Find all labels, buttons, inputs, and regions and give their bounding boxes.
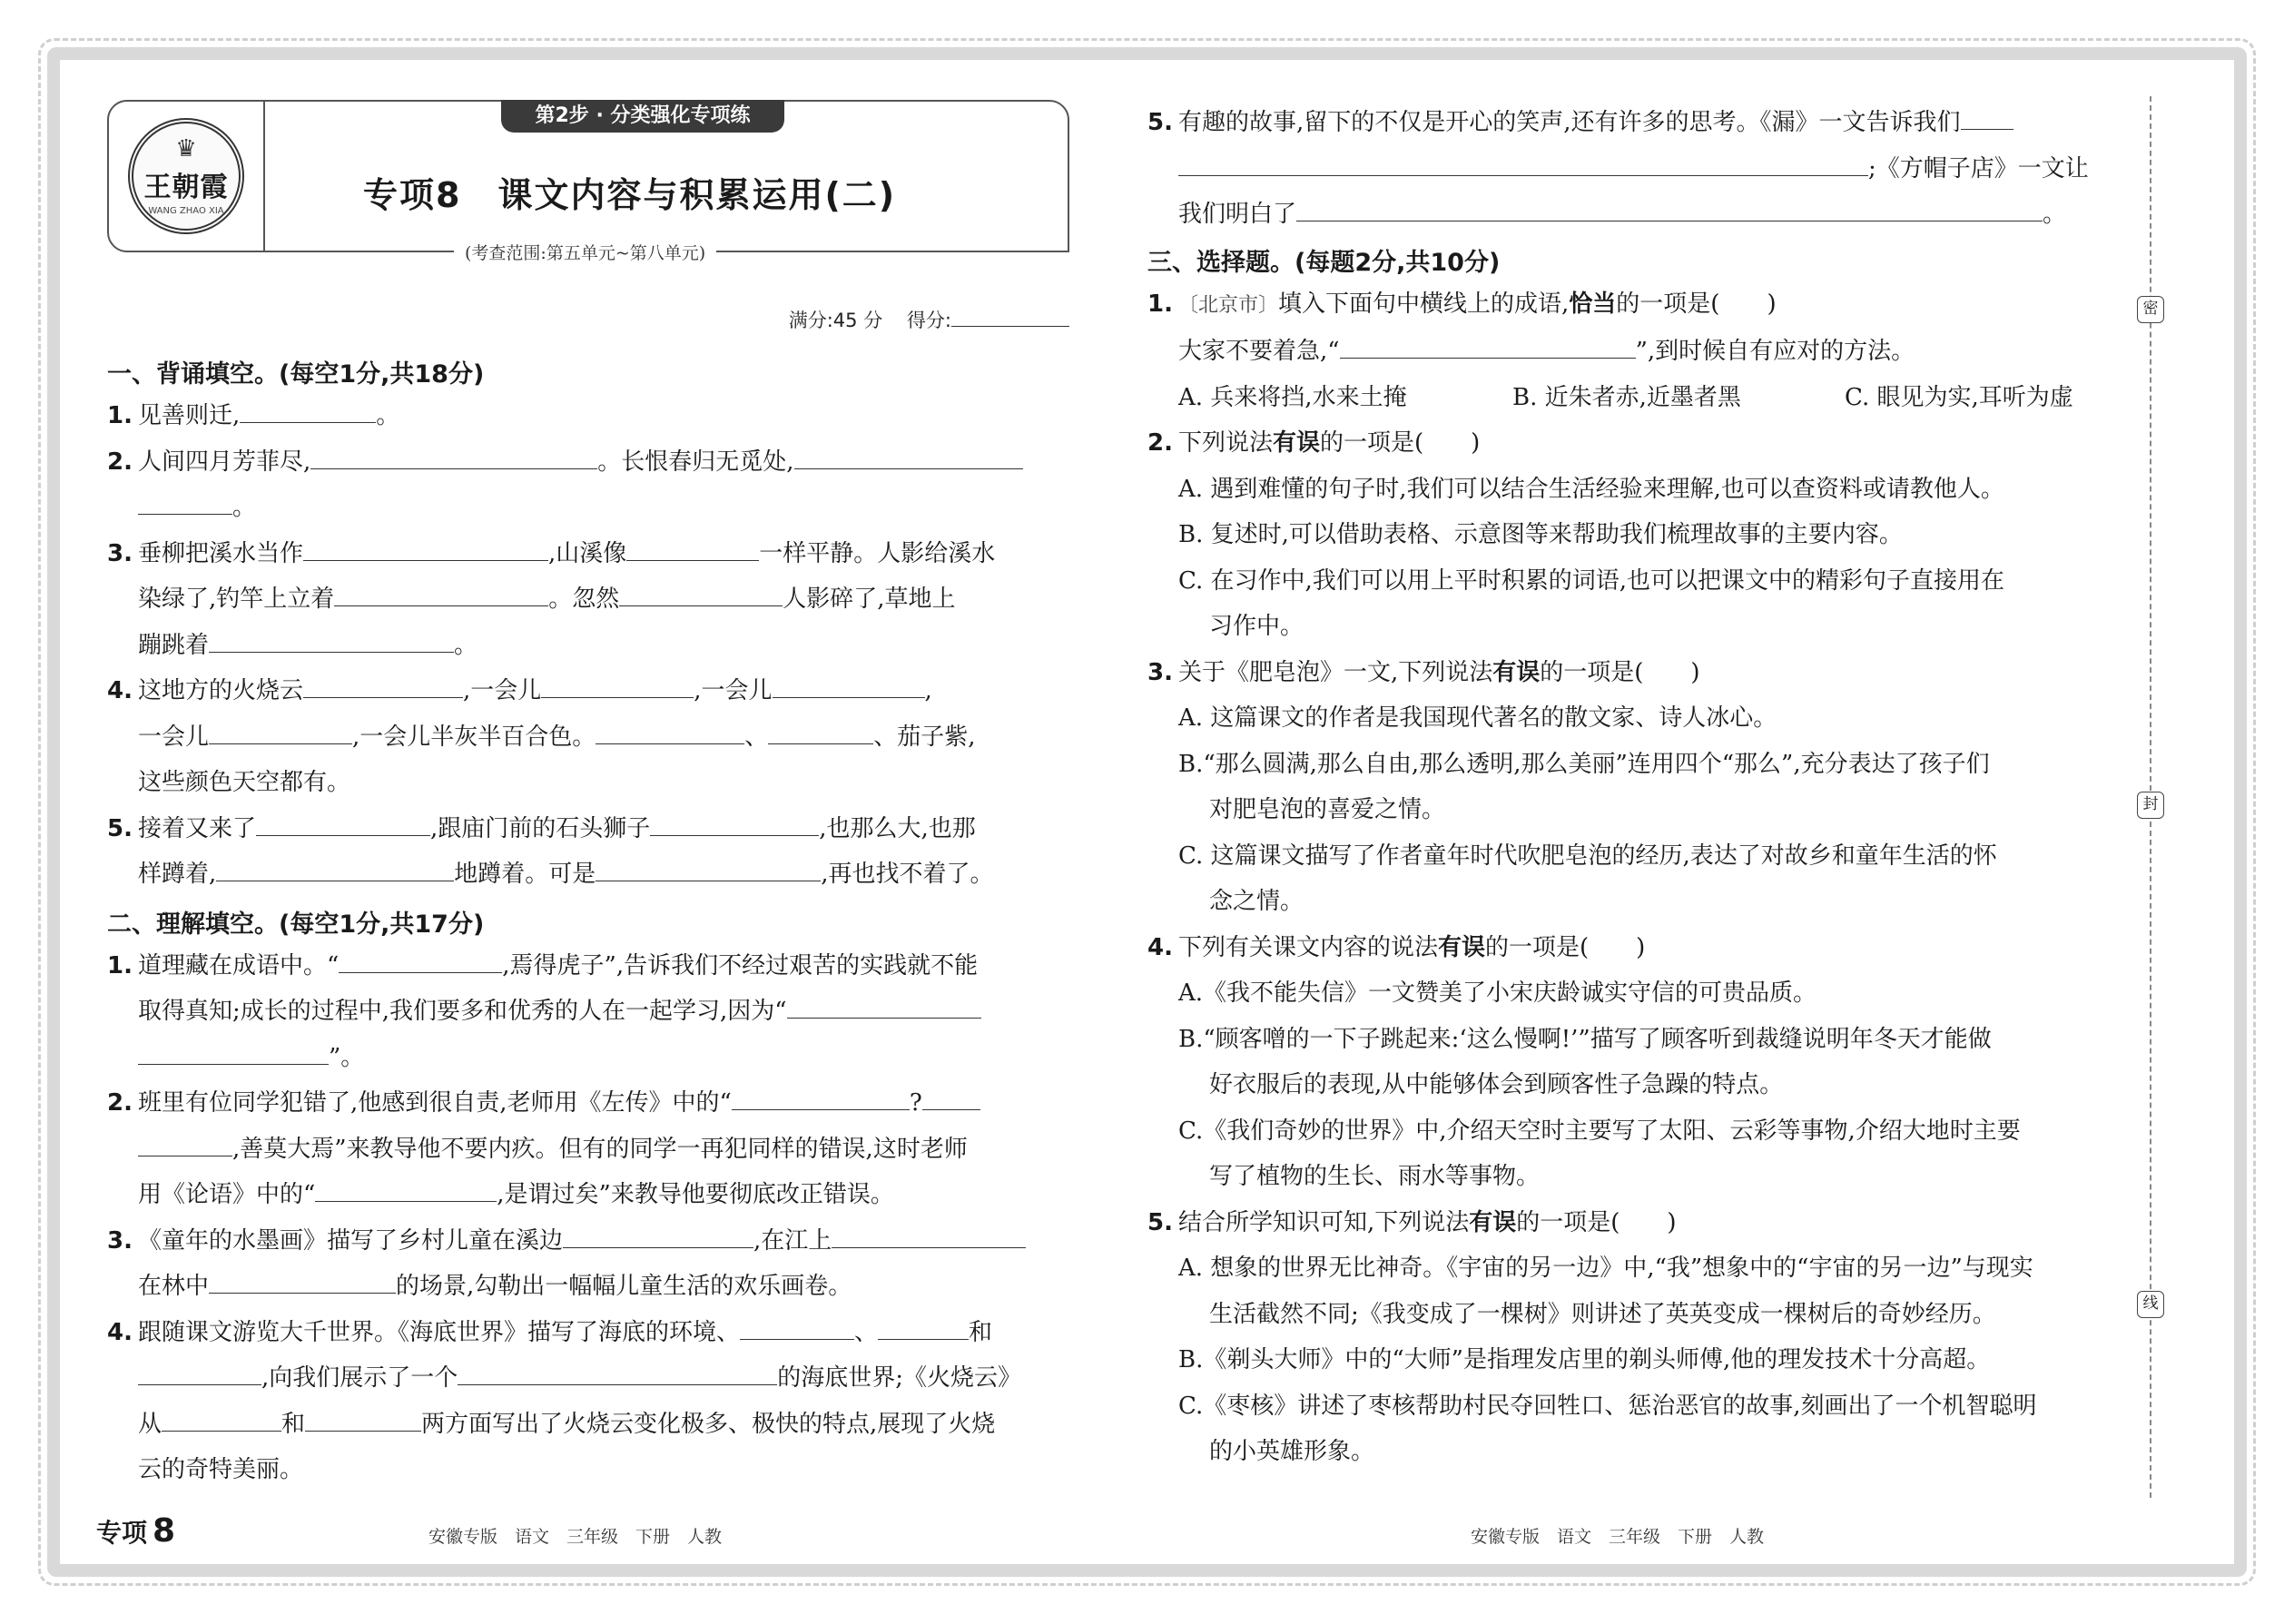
s3-question-1-sentence	[1147, 329, 2113, 375]
s2-question-2	[107, 1080, 1069, 1127]
text: 跟随课文游览大千世界。《海底世界》描写了海底的环境、	[138, 1318, 741, 1346]
answer-blank[interactable]	[162, 1404, 281, 1432]
answer-blank[interactable]	[209, 1266, 396, 1294]
scope-note: (考查范围:第五单元~第八单元)	[454, 240, 716, 264]
s2-question-4-cont1	[107, 1355, 1069, 1402]
answer-blank[interactable]	[596, 854, 821, 881]
question-number: 4.	[107, 1318, 133, 1346]
text: 。长恨春归无觅处,	[597, 448, 794, 476]
option-a-cont: 生活截然不同;《我变成了一棵树》则讲述了英英变成一棵树后的奇妙经历。	[1209, 1300, 1996, 1328]
text: 。	[376, 402, 400, 429]
option-c[interactable]: C.《我们奇妙的世界》中,介绍天空时主要写了太阳、云彩等事物,介绍大地时主要	[1178, 1117, 2021, 1145]
answer-blank[interactable]	[315, 1175, 497, 1202]
s2-question-5-cont2	[1147, 192, 2113, 238]
text: 用《论语》中的“	[138, 1181, 316, 1208]
answer-blank[interactable]	[138, 1129, 232, 1156]
s2-question-5	[1147, 100, 2113, 146]
text: ”,到时候自有应对的方法。	[1635, 338, 1915, 365]
text: 道理藏在成语中。“	[138, 951, 340, 979]
option-c[interactable]: C. 这篇课文描写了作者童年时代吹肥皂泡的经历,表达了对故乡和童年生活的怀	[1178, 842, 1997, 870]
s3-question-2	[1147, 420, 2113, 467]
s2-question-5-cont1	[1147, 146, 2113, 192]
answer-blank[interactable]	[339, 946, 502, 973]
s3-question-4	[1147, 925, 2113, 971]
text: 、茄子紫,	[873, 723, 976, 751]
answer-blank[interactable]	[458, 1358, 777, 1385]
emphasis: 有误	[1492, 658, 1541, 686]
text: ,一会儿	[694, 677, 773, 704]
question-number: 5.	[1147, 1208, 1173, 1236]
text: 垂柳把溪水当作	[138, 539, 304, 567]
text: 关于《肥皂泡》一文,下列说法	[1178, 658, 1493, 686]
s2-question-1-cont2	[107, 1035, 1069, 1081]
answer-blank[interactable]	[1340, 331, 1636, 359]
text: 人间四月芳菲尽,	[138, 448, 311, 476]
text: 取得真知;成长的过程中,我们要多和优秀的人在一起学习,因为“	[138, 998, 787, 1025]
text: 的一项是( )	[1540, 658, 1700, 686]
option-b[interactable]: B.“那么圆满,那么自由,那么透明,那么美丽”连用四个“那么”,充分表达了孩子们	[1178, 750, 1990, 778]
section-2-heading: 二、理解填空。(每空1分,共17分)	[107, 910, 485, 939]
text: 一会儿	[138, 723, 210, 751]
answer-blank[interactable]	[1178, 149, 1868, 176]
answer-blank[interactable]	[563, 1221, 753, 1248]
option-c-cont: 写了植物的生长、雨水等事物。	[1209, 1163, 1541, 1190]
option-c-cont: 习作中。	[1209, 613, 1305, 640]
answer-blank[interactable]	[138, 487, 232, 515]
s1-question-5-cont	[107, 851, 1069, 898]
score-label: 得分:	[906, 310, 951, 331]
text: 有趣的故事,留下的不仅是开心的笑声,还有许多的思考。《漏》一文告诉我们	[1178, 109, 1961, 136]
option-c[interactable]: C. 眼见为实,耳听为虚	[1845, 383, 2073, 411]
text: 填入下面句中横线上的成语,	[1278, 290, 1570, 318]
text: 这些颜色天空都有。	[138, 769, 351, 796]
text: ,	[924, 677, 932, 704]
text: 、	[854, 1318, 879, 1346]
footer-number: 8	[153, 1512, 176, 1550]
answer-blank[interactable]	[1296, 194, 2043, 221]
text: ,是谓过矣”来教导他要彻底改正错误。	[497, 1181, 894, 1208]
footer-info-left: 安徽专版 语文 三年级 下册 人教	[428, 1527, 723, 1547]
s1-question-2	[107, 439, 1069, 486]
answer-blank[interactable]	[596, 717, 744, 744]
answer-blank[interactable]	[650, 809, 819, 836]
s3-question-1-options	[1147, 375, 2113, 421]
answer-blank[interactable]	[256, 809, 430, 836]
option-c-cont: 念之情。	[1209, 888, 1305, 915]
question-number: 3.	[107, 539, 133, 567]
region-tag: 〔北京市〕	[1178, 293, 1279, 317]
answer-blank[interactable]	[773, 671, 925, 698]
text: 。	[232, 494, 257, 521]
text: 结合所学知识可知,下列说法	[1178, 1208, 1470, 1236]
text: 在林中	[138, 1273, 210, 1300]
option-b[interactable]: B. 近朱者赤,近墨者黑	[1512, 383, 1741, 411]
header-box	[107, 100, 1069, 263]
question-number: 4.	[107, 677, 133, 704]
answer-blank[interactable]	[138, 1038, 329, 1065]
option-a[interactable]: A. 遇到难懂的句子时,我们可以结合生活经验来理解,也可以查资料或请教他人。	[1178, 475, 2004, 503]
question-number: 5.	[1147, 109, 1173, 136]
question-number: 1.	[107, 951, 133, 979]
footer-section-label	[96, 1512, 175, 1550]
text: 这地方的火烧云	[138, 677, 304, 704]
text: 的场景,勾勒出一幅幅儿童生活的欢乐画卷。	[396, 1273, 852, 1300]
answer-blank[interactable]	[541, 671, 694, 698]
option-a[interactable]: A.《我不能失信》一文赞美了小宋庆龄诚实守信的可贵品质。	[1178, 979, 1817, 1007]
text: ,跟庙门前的石头狮子	[430, 814, 651, 842]
s2-question-1	[107, 943, 1069, 989]
text: 蹦跳着	[138, 631, 210, 659]
s1-question-4	[107, 668, 1069, 714]
option-c[interactable]: C. 在习作中,我们可以用上平时积累的词语,也可以把课文中的精彩句子直接用在	[1178, 566, 2005, 595]
text: 人影碎了,草地上	[783, 586, 956, 613]
logo-brand-text: 王朝霞	[143, 171, 229, 203]
question-number: 1.	[107, 402, 133, 429]
s2-question-2-cont2	[107, 1172, 1069, 1218]
text: 见善则迁,	[138, 402, 241, 429]
s1-question-5	[107, 806, 1069, 852]
text: 下列说法	[1178, 429, 1274, 457]
answer-blank[interactable]	[216, 854, 454, 881]
page-title: 专项8 课文内容与积累运用(二)	[363, 175, 897, 215]
footer-label: 专项	[96, 1518, 148, 1548]
answer-blank[interactable]	[732, 1083, 910, 1110]
score-blank[interactable]	[951, 300, 1069, 327]
text: 下列有关课文内容的说法	[1178, 933, 1439, 961]
s2-question-4-cont3	[107, 1447, 1069, 1493]
answer-blank[interactable]	[626, 534, 759, 561]
text: 班里有位同学犯错了,他感到很自责,老师用《左传》中的“	[138, 1089, 732, 1117]
text: 和	[969, 1318, 993, 1346]
text: 、	[744, 723, 769, 751]
option-c[interactable]: C.《枣核》讲述了枣核帮助村民夺回牲口、惩治恶官的故事,刻画出了一个机智聪明	[1178, 1392, 2037, 1420]
question-number: 2.	[107, 448, 133, 476]
s1-question-3-cont2	[107, 623, 1069, 669]
section-3-heading: 三、选择题。(每题2分,共10分)	[1147, 248, 1501, 277]
answer-blank[interactable]	[303, 671, 463, 698]
text: 两方面写出了火烧云变化极多、极快的特点,展现了火烧	[421, 1410, 996, 1438]
step-tab: 第2步 · 分类强化专项练	[501, 100, 784, 133]
left-page	[107, 100, 1069, 1493]
answer-blank[interactable]	[878, 1313, 969, 1340]
text: 染绿了,钓竿上立着	[138, 586, 335, 613]
text: 。忽然	[548, 586, 620, 613]
text: ,再也找不着了。	[821, 861, 994, 888]
answer-blank[interactable]	[138, 1358, 261, 1385]
text: ;《方帽子店》一文让	[1868, 154, 2089, 182]
emphasis: 恰当	[1569, 290, 1617, 318]
s3-question-1	[1147, 281, 2113, 330]
answer-blank[interactable]	[310, 442, 597, 469]
text: 的一项是( )	[1485, 933, 1646, 961]
question-number: 2.	[107, 1089, 133, 1117]
s2-question-2-cont1	[107, 1127, 1069, 1173]
text: 一样平静。人影给溪水	[759, 539, 996, 567]
section-1-heading: 一、背诵填空。(每空1分,共18分)	[107, 360, 485, 389]
text: ,在江上	[753, 1226, 832, 1255]
text: 地蹲着。可是	[454, 861, 596, 888]
option-c-cont: 的小英雄形象。	[1209, 1438, 1375, 1465]
text: ,焉得虎子”,告诉我们不经过艰苦的实践就不能	[502, 951, 979, 979]
s1-question-1	[107, 393, 1069, 439]
s2-question-3	[107, 1218, 1069, 1265]
text: ,一会儿	[463, 677, 542, 704]
s2-question-4-cont2	[107, 1402, 1069, 1448]
answer-blank[interactable]	[768, 717, 873, 744]
s1-question-3	[107, 531, 1069, 577]
text: 样蹲着,	[138, 861, 217, 888]
answer-blank[interactable]	[305, 1404, 421, 1432]
option-b[interactable]: B.《剃头大师》中的“大师”是指理发店里的剃头师傅,他的理发技术十分高超。	[1178, 1346, 1991, 1373]
s3-question-3	[1147, 650, 2113, 696]
text: ?	[909, 1089, 922, 1117]
s2-question-3-cont	[107, 1264, 1069, 1310]
text: 的一项是( )	[1616, 290, 1777, 318]
text: 《童年的水墨画》描写了乡村儿童在溪边	[138, 1226, 564, 1255]
text: 的一项是( )	[1320, 429, 1481, 457]
text: 我们明白了	[1178, 201, 1297, 228]
answer-blank[interactable]	[740, 1313, 854, 1340]
text: ,向我们展示了一个	[261, 1364, 458, 1392]
text: 的一项是( )	[1516, 1208, 1677, 1236]
emphasis: 有误	[1469, 1208, 1517, 1236]
text: 接着又来了	[138, 814, 257, 842]
logo-sub-text: WANG ZHAO XIA	[148, 205, 224, 216]
answer-blank[interactable]	[209, 625, 454, 653]
question-number: 3.	[107, 1226, 133, 1255]
seal-mark: 密	[2137, 296, 2164, 323]
question-number: 2.	[1147, 429, 1173, 457]
question-number: 3.	[1147, 658, 1173, 686]
seal-mark: 封	[2137, 792, 2164, 819]
option-b-cont: 好衣服后的表现,从中能够体会到顾客性子急躁的特点。	[1209, 1071, 1784, 1098]
footer-info-right: 安徽专版 语文 三年级 下册 人教	[1471, 1527, 1765, 1547]
right-page	[1147, 100, 2113, 1475]
answer-blank[interactable]	[209, 717, 352, 744]
answer-blank[interactable]	[787, 991, 981, 1019]
answer-blank[interactable]	[334, 579, 548, 606]
option-b-cont: 对肥皂泡的喜爱之情。	[1209, 796, 1446, 823]
option-a[interactable]: A. 想象的世界无比神奇。《宇宙的另一边》中,“我”想象中的“宇宙的另一边”与现实	[1178, 1255, 2033, 1282]
emphasis: 有误	[1438, 933, 1486, 961]
s1-question-2-cont	[107, 485, 1069, 531]
option-a[interactable]: A. 这篇课文的作者是我国现代著名的散文家、诗人冰心。	[1178, 704, 1777, 732]
s1-question-3-cont1	[107, 576, 1069, 623]
emphasis: 有误	[1273, 429, 1321, 457]
text: ”。	[329, 1043, 365, 1071]
option-b[interactable]: B.“顾客噌的一下子跳起来:‘这么慢啊!’”描写了顾客听到裁缝说明年冬天才能做	[1178, 1025, 1992, 1053]
s3-question-5	[1147, 1200, 2113, 1246]
answer-blank[interactable]	[619, 579, 783, 606]
question-number: 5.	[107, 814, 133, 842]
text: 从	[138, 1410, 162, 1438]
text: 大家不要着急,“	[1178, 338, 1340, 365]
question-number: 4.	[1147, 933, 1173, 961]
answer-blank[interactable]	[832, 1221, 1026, 1248]
text: 的海底世界;《火烧云》	[777, 1364, 1022, 1392]
seal-mark: 线	[2137, 1291, 2164, 1318]
s2-question-1-cont1	[107, 989, 1069, 1035]
text: 。	[454, 631, 478, 659]
answer-blank[interactable]	[922, 1083, 980, 1110]
text: ,善莫大焉”来教导他不要内疚。但有的同学一再犯同样的错误,这时老师	[232, 1135, 968, 1163]
s2-question-4	[107, 1310, 1069, 1356]
text: ,一会儿半灰半百合色。	[352, 723, 596, 751]
text: ,也那么大,也那	[819, 814, 976, 842]
text: 和	[281, 1410, 306, 1438]
logo-seal	[128, 118, 244, 234]
brand-logo	[109, 102, 265, 251]
answer-blank[interactable]	[794, 442, 1023, 469]
text: 。	[2043, 201, 2067, 228]
full-score: 满分:45 分	[788, 310, 883, 331]
text: 云的奇特美丽。	[138, 1456, 304, 1483]
question-number: 1.	[1147, 290, 1173, 318]
option-a[interactable]: A. 兵来将挡,水来土掩	[1178, 383, 1407, 411]
text: ,山溪像	[548, 539, 627, 567]
option-b[interactable]: B. 复述时,可以借助表格、示意图等来帮助我们梳理故事的主要内容。	[1178, 521, 1903, 548]
s1-question-4-cont1	[107, 714, 1069, 761]
answer-blank[interactable]	[240, 396, 376, 423]
s1-question-4-cont2	[107, 760, 1069, 806]
answer-blank[interactable]	[1961, 103, 2013, 130]
answer-blank[interactable]	[303, 534, 548, 561]
crown-icon: ♛	[175, 134, 197, 162]
score-line	[107, 300, 1069, 333]
